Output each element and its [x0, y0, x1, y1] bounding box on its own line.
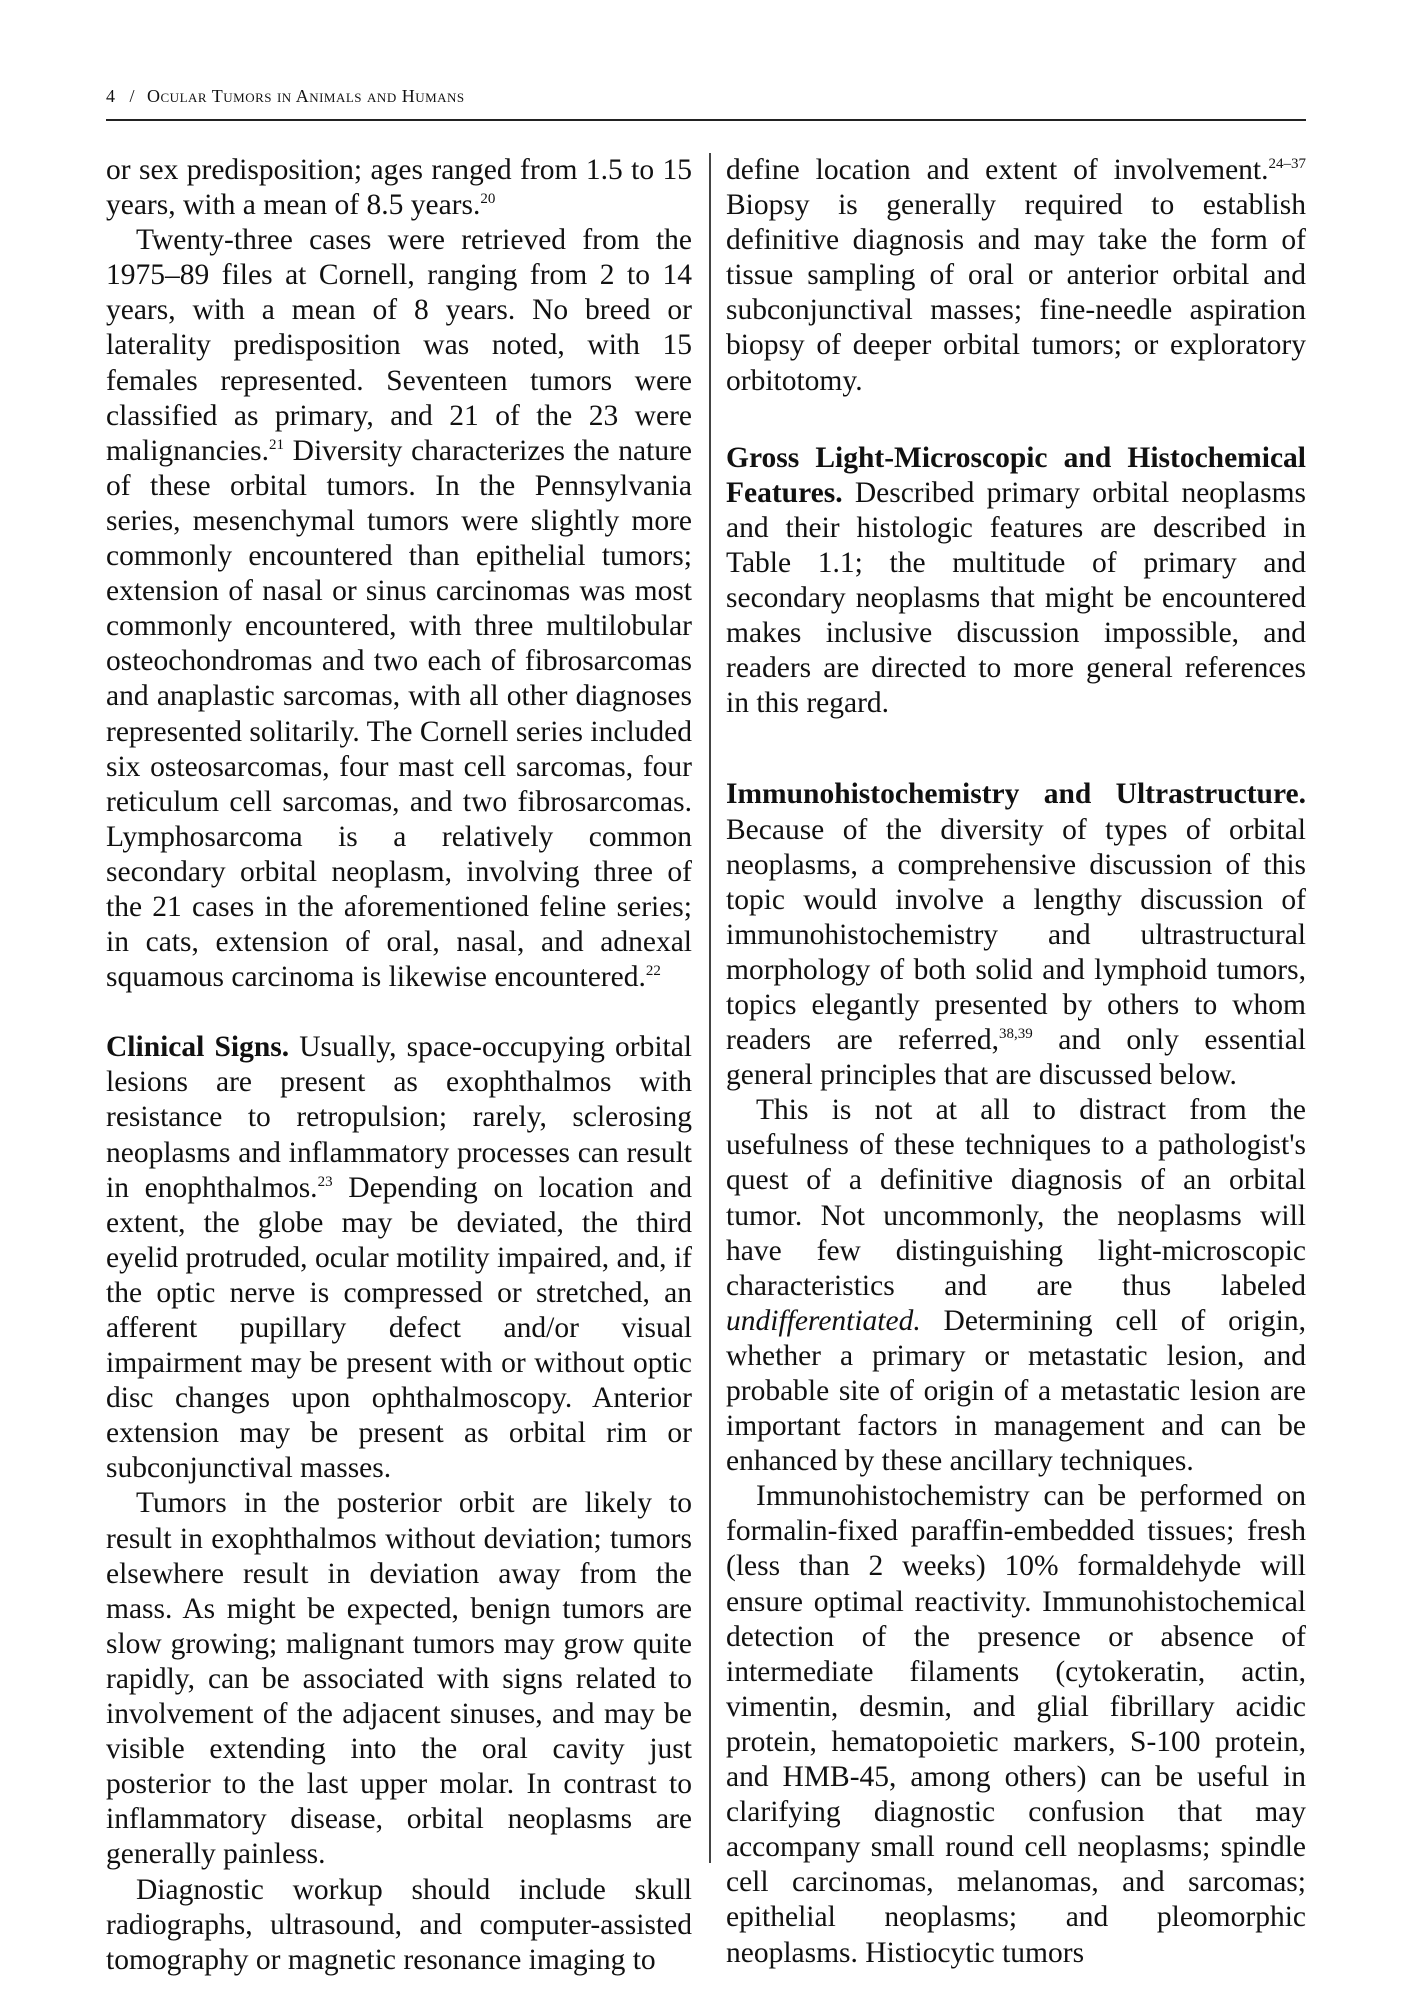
column-divider — [709, 153, 711, 1863]
reference: 24–37 — [1268, 156, 1306, 172]
header-rule — [106, 119, 1306, 121]
right-column — [726, 153, 1306, 1971]
paragraph: Twenty-three cases were retrieved from the 1975–89 files at Cornell, ranging from 2 to 14 years, with a mean of 8 years. No breed or laterality predisposition was noted, with 15 females represented. Seventeen tumors were classified as primary, and 21 of the 23 were malignancies.$^{21}$ Diversity characterizes the nature of these orbital tumors. In the Pennsylvania series, mesenchymal tumors were slightly more commonly encountered than epithelial tumors; extension of nasal or sinus carcinomas was most commonly encountered, with three multilobular osteochondromas and two each of fibrosarcomas and anaplastic sarcomas, with all other diagnoses represented solitarily. The Cornell series included six osteosarcomas, four mast cell sarcomas, four reticulum cell sarcomas, and two fibrosarcomas. Lymphosarcoma is a relatively common secondary orbital neoplasm, involving three of the 21 cases in the aforementioned feline series; in cats, extension of oral, nasal, and adnexal squamous carcinoma is likewise encountered.$^{22}$ — [106, 224, 692, 994]
section-heading: Clinical Signs. — [106, 1031, 290, 1064]
paragraph: Diagnostic workup should include skull radiographs, ultrasound, and computer-assisted tomography or magnetic resonance imaging to — [106, 1873, 692, 1976]
paragraph: This is not at all to distract from the usefulness of these techniques to a pathologist's quest of a definitive diagnosis of an orbital tumor. Not uncommonly, the neoplasms will have few distinguishing light-microscopic characteristics and are thus labeled undifferentiated. Determining cell of origin, whether a primary or metastatic lesion, and probable site of origin of a metastatic lesion are important factors in management and can be enhanced by these ancillary techniques. — [726, 1094, 1306, 1478]
emphasis: undifferentiated. — [726, 1304, 921, 1337]
running-title: Ocular Tumors in Animals and Humans — [147, 86, 465, 106]
paragraph: Immunohistochemistry can be performed on formalin-fixed paraffin-embedded tissues; fresh (less than 2 weeks) 10% formaldehyde will ensure optimal reactivity. Immunohistochemical detection of the presence or absence of intermediate filaments (cytokeratin, actin, vimentin, desmin, and glial fibrillary acidic protein, hematopoietic markers, S-100 protein, and HMB-45, among others) can be useful in clarifying diagnostic confusion that may accompany small round cell neoplasms; spindle cell carcinomas, melanomas, and sarcomas; epithelial neoplasms; and pleomorphic neoplasms. Histiocytic tumors — [726, 1480, 1306, 1969]
reference: 22 — [645, 963, 661, 980]
reference: 20 — [480, 191, 496, 208]
paragraph: or sex predisposition; ages ranged from 1.5 to 15 years, with a mean of 8.5 years.$^{20}$ — [106, 154, 692, 222]
paragraph: Immunohistochemistry and Ultrastructure. Because of the diversity of types of orbital neoplasms, a comprehensive discussion of this topic would involve a lengthy discussion of immunohistochemistry and ultrastructural morphology of both solid and lymphoid tumors, topics elegantly presented by others to whom readers are referred,$^{38,39}$ and only essential general principles that are discussed below. — [726, 778, 1307, 1092]
paragraph: Tumors in the posterior orbit are likely to result in exophthalmos without deviation; tumors elsewhere result in deviation away from the mass. As might be expected, benign tumors are slow growing; malignant tumors may grow quite rapidly, can be associated with signs related to involvement of the adjacent sinuses, and may be visible extending into the oral cavity just posterior to the last upper molar. In contrast to inflammatory disease, orbital neoplasms are generally painless. — [106, 1487, 692, 1871]
paragraph: Gross Light-Microscopic and Histochemical Features. Described primary orbital neoplasms and their histologic features are described in Table 1.1; the multitude of primary and secondary neoplasms that might be encountered makes inclusive discussion impossible, and readers are directed to more general references in this regard. — [726, 441, 1306, 720]
section-heading: Gross Light-Microscopic and Histochemical Features. — [726, 441, 1306, 509]
page-number: 4 — [106, 86, 116, 106]
reference: 21 — [269, 436, 285, 453]
paragraph: Clinical Signs. Usually, space-occupying orbital lesions are present as exophthalmos with resistance to retropulsion; rarely, sclerosing neoplasms and inflammatory processes can result in enophthalmos.$^{23}$ Depending on location and extent, the globe may be deviated, the third eyelid protruded, ocular motility impaired, and, if the optic nerve is compressed or stretched, an afferent pupillary defect and/or visual impairment may be present with or without optic disc changes upon ophthalmoscopy. Anterior extension may be present as orbital rim or subconjunctival masses. — [106, 1031, 693, 1485]
reference: 38,39 — [998, 1026, 1033, 1043]
section-heading: Immunohistochemistry and Ultrastructure. — [726, 778, 1306, 811]
paragraph: define location and extent of involvement.$^{24-37}$ Biopsy is generally required to establish definitive diagnosis and may take the form of tissue sampling of oral or anterior orbital and subconjunctival masses; fine-needle aspiration biopsy of deeper orbital tumors; or exploratory orbitotomy. — [726, 154, 1306, 397]
reference: 23 — [317, 1173, 333, 1190]
running-header — [106, 86, 465, 107]
left-column — [106, 153, 692, 1978]
header-separator: / — [129, 86, 136, 106]
